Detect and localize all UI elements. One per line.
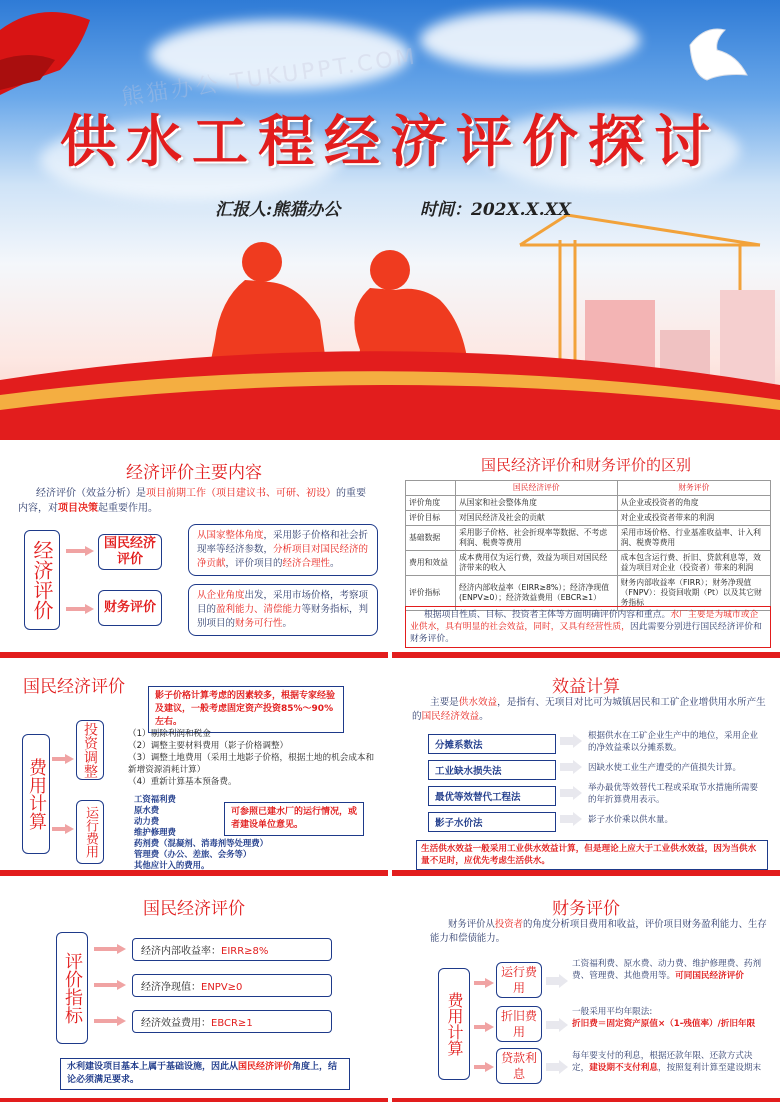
desc-c: 分析项目对国民经济的净贡献 bbox=[197, 544, 369, 569]
arrow-icon bbox=[66, 604, 94, 614]
indicator-value: ENPV≥0 bbox=[201, 982, 243, 993]
table-cell: 对企业或投资者带来的利润 bbox=[617, 511, 770, 526]
cover-slide bbox=[0, 0, 780, 440]
intro-b: 项目前期工作（项目建议书、可研、初设） bbox=[146, 488, 336, 499]
table-cell: 采用影子价格、社会折现率等数据、不考虑利润、税费等费用 bbox=[456, 526, 618, 551]
interest-desc bbox=[572, 1050, 768, 1074]
intro-b: 供水效益 bbox=[458, 697, 498, 708]
indicator-name: 经济净现值： bbox=[141, 982, 201, 993]
method-label: 分摊系数法 bbox=[428, 734, 556, 754]
box-financial: 财务评价 bbox=[98, 590, 162, 626]
desc-a: 从企业角度 bbox=[197, 590, 245, 601]
slide-benefit-calculation bbox=[392, 664, 780, 876]
list-item: （2）调整主要材料费用（影子价格调整） bbox=[128, 741, 289, 751]
list-item: （3）调整土地费用（采用土地影子价格，根据土地的机会成本和新增资源消耗计算） bbox=[128, 753, 375, 775]
dove-icon bbox=[690, 29, 747, 80]
table-cell: 对国民经济及社会的贡献 bbox=[456, 511, 618, 526]
method-label: 最优等效替代工程法 bbox=[428, 786, 556, 806]
desc-b: 折旧费＝固定资产原值×（1-残值率）/折旧年限 bbox=[572, 1019, 756, 1029]
arrow-icon bbox=[560, 760, 582, 774]
page-title: 供水工程经济评价探讨 bbox=[60, 109, 720, 175]
slide-title: 国民经济评价和财务评价的区别 bbox=[480, 456, 691, 474]
arrow-icon bbox=[546, 974, 568, 988]
note-b: 水厂主要是为城市或企业供水，具有明显的社会效益，同时，又具有经营性质， bbox=[410, 610, 759, 632]
table-cell: 评价指标 bbox=[406, 576, 456, 611]
main-box-financial-cost: 费用计算 bbox=[438, 968, 470, 1080]
list-item: 原水费 bbox=[134, 805, 160, 815]
intro-a: 主要是 bbox=[430, 697, 459, 708]
shadow-price-callout: 影子价格计算考虑的因素较多，根据专家经验及建议，一般考虑固定资产投资85%～90%左右。 bbox=[148, 686, 344, 733]
desc-c: ，按照复利计算至建设期末 bbox=[657, 1063, 762, 1073]
desc-f: 。 bbox=[330, 558, 340, 569]
method-desc: 影子水价乘以供水量。 bbox=[588, 815, 674, 825]
list-item: 其他应计入的费用。 bbox=[134, 860, 210, 870]
arrow-icon bbox=[52, 824, 74, 834]
desc-e: 经济合理性 bbox=[282, 558, 331, 569]
slide-title: 效益计算 bbox=[552, 677, 620, 697]
method-desc: 举办最优等效替代工程或采取节水措施所需要的年折算费用表示。 bbox=[588, 783, 759, 805]
method-desc: 根据供水在工矿企业生产中的地位，采用企业的净效益乘以分摊系数。 bbox=[588, 731, 759, 753]
table-cell: 成本包含运行费、折旧、贷款利息等，效益为项目对企业（投资者）带来的利润 bbox=[617, 551, 770, 576]
intro-text bbox=[430, 918, 770, 946]
table-cell: 评价角度 bbox=[406, 496, 456, 511]
arrow-icon bbox=[560, 786, 582, 800]
arrow-icon bbox=[94, 944, 126, 954]
box2-description bbox=[188, 584, 378, 636]
arrow-icon bbox=[94, 980, 126, 990]
note-a: 根据项目性质、目标、投资者主体等方面明确评价内容和重点。 bbox=[424, 610, 671, 620]
bottom-bar bbox=[392, 1098, 780, 1102]
intro-c: 的重要内容，对 bbox=[18, 488, 366, 514]
indicator-enpv bbox=[132, 974, 332, 997]
list-item: 工资福利费 bbox=[134, 794, 176, 804]
table-cell: 采用市场价格、行业基准收益率、计入利润、税费等费用 bbox=[617, 526, 770, 551]
note-b: 国民经济评价 bbox=[238, 1062, 293, 1072]
table-cell: 从国家和社会整体角度 bbox=[456, 496, 618, 511]
list-item: 管理费（办公、差旅、会务等） bbox=[134, 849, 252, 859]
intro-d: 项目决策 bbox=[58, 503, 98, 514]
slide-economic-evaluation-content bbox=[0, 446, 388, 658]
note-a: 水利建设项目基本上属于基础设施，因此从 bbox=[67, 1062, 239, 1072]
arrow-icon bbox=[52, 754, 74, 764]
indicator-name: 经济内部收益率： bbox=[141, 946, 221, 957]
benefit-note: 生活供水效益一般采用工业供水效益计算，但是理论上应大于工业供水效益，因为当供水量不足时，应优先考虑生活供水。 bbox=[416, 840, 768, 870]
desc-b: 建设期不支付利息 bbox=[589, 1063, 658, 1073]
arrow-icon bbox=[94, 1016, 126, 1026]
table-row bbox=[406, 526, 771, 551]
box-operating-cost: 运行费用 bbox=[76, 800, 104, 864]
intro-c: 的角度分析项目费用和收益，评价项目财务盈利能力、生存能力和偿债能力。 bbox=[430, 919, 767, 944]
investment-items bbox=[128, 728, 378, 788]
table-cell: 成本费用仅为运行费，效益为项目对国民经济带来的收入 bbox=[456, 551, 618, 576]
intro-a: 财务评价从 bbox=[448, 919, 495, 930]
desc-a: 一般采用平均年限法: bbox=[572, 1007, 653, 1017]
desc-b: ，采用影子价格和社会折现率等经济参数， bbox=[197, 530, 369, 555]
desc-b: 可同国民经济评价 bbox=[675, 971, 744, 981]
depreciation-desc bbox=[572, 1006, 768, 1030]
desc-f: 。 bbox=[282, 618, 293, 629]
desc-a: 每年要支付的利息，根据还款年限、还款方式决定， bbox=[572, 1051, 753, 1073]
indicator-value: EBCR≥1 bbox=[211, 1018, 253, 1029]
arrow-icon bbox=[474, 1062, 494, 1072]
list-item: 药剂费（混凝剂、消毒剂等处理费） bbox=[134, 838, 268, 848]
intro-a: 经济评价（效益分析）是 bbox=[36, 488, 146, 499]
header-cell: 财务评价 bbox=[617, 481, 770, 496]
arrow-icon bbox=[474, 978, 494, 988]
table-cell: 财务内部收益率（FIRR）；财务净现值（FNPV）：投资回收期（Pt）以及其它财务指标 bbox=[617, 576, 770, 611]
arrow-icon bbox=[474, 1022, 494, 1032]
desc-e: 财务可行性 bbox=[235, 618, 283, 629]
arrow-icon bbox=[546, 1018, 568, 1032]
watermark: 熊猫办公 TUKUPPT.COM bbox=[119, 44, 420, 111]
header-cell bbox=[406, 481, 456, 496]
intro-c: ，是指有、无项目对比可为城镇居民和工矿企业增供用水所产生的 bbox=[412, 697, 766, 722]
note-c: 角度上，结论必须满足要求。 bbox=[67, 1062, 338, 1085]
arrow-icon bbox=[546, 1060, 568, 1074]
header-cell: 国民经济评价 bbox=[456, 481, 618, 496]
box-depreciation: 折旧费用 bbox=[496, 1006, 542, 1042]
bottom-bar bbox=[0, 1098, 388, 1102]
table-cell: 基础数据 bbox=[406, 526, 456, 551]
box-operating-cost: 运行费用 bbox=[496, 962, 542, 998]
slide-cost-calculation bbox=[0, 664, 388, 876]
intro-text bbox=[18, 486, 368, 516]
table-cell: 从企业或投资者的角度 bbox=[617, 496, 770, 511]
intro-e: 起重要作用。 bbox=[98, 503, 158, 514]
slide-title: 国民经济评价 bbox=[23, 677, 125, 697]
operating-callout: 可参照已建水厂的运行情况，或者建设单位意见。 bbox=[224, 802, 364, 836]
list-item: （4）重新计算基本预备费。 bbox=[128, 777, 237, 787]
time-label: 时间：202X.X.XX bbox=[420, 200, 572, 220]
intro-b: 投资者 bbox=[494, 919, 524, 930]
main-box-cost-calculation: 费用计算 bbox=[22, 734, 50, 854]
method-desc: 因缺水使工业生产遭受的产值损失计算。 bbox=[588, 763, 742, 773]
table-cell: 经济内部收益率（EIRR≥8%）；经济净现值(ENPV≥0）；经济效益费用（EBCR≥1） bbox=[456, 576, 618, 611]
indicator-ebcr bbox=[132, 1010, 332, 1033]
list-item: （1）剔除利润和税金 bbox=[128, 729, 211, 739]
box-investment-adjust: 投资调整 bbox=[76, 720, 104, 780]
bottom-bar bbox=[0, 870, 388, 876]
desc-a: 从国家整体角度 bbox=[197, 530, 264, 541]
arrow-icon bbox=[560, 734, 582, 748]
method-label: 影子水价法 bbox=[428, 812, 556, 832]
intro-e: 。 bbox=[479, 711, 489, 722]
box-loan-interest: 贷款利息 bbox=[496, 1048, 542, 1084]
table-cell: 评价目标 bbox=[406, 511, 456, 526]
note-c: 因此需要分别进行国民经济评价和财务评价。 bbox=[410, 622, 762, 644]
intro-d: 国民经济效益 bbox=[421, 711, 480, 722]
table-row bbox=[406, 496, 771, 511]
table-header-row bbox=[406, 481, 771, 496]
box-national-economic: 国民经济评价 bbox=[98, 534, 162, 570]
list-item: 维护修理费 bbox=[134, 827, 176, 837]
bottom-bar bbox=[392, 652, 780, 658]
intro-text bbox=[412, 696, 768, 724]
indicator-value: EIRR≥8% bbox=[221, 946, 269, 957]
reporter-label: 汇报人:熊猫办公 bbox=[215, 200, 341, 220]
indicator-note bbox=[60, 1058, 350, 1090]
main-box-indicators: 评价指标 bbox=[56, 932, 88, 1044]
main-box-economic-evaluation: 经济评价 bbox=[24, 530, 60, 630]
box1-description bbox=[188, 524, 378, 576]
bottom-bar bbox=[392, 870, 780, 876]
table-row bbox=[406, 511, 771, 526]
slide-evaluation-indicators bbox=[0, 882, 388, 1102]
list-item: 动力费 bbox=[134, 816, 160, 826]
slide-financial-evaluation bbox=[392, 882, 780, 1102]
comparison-table bbox=[405, 480, 771, 611]
bottom-bar bbox=[0, 652, 388, 658]
desc-c: 盈利能力、清偿能力 bbox=[216, 604, 302, 615]
arrow-icon bbox=[560, 812, 582, 826]
slide-title: 经济评价主要内容 bbox=[126, 463, 262, 483]
arrow-icon bbox=[66, 546, 94, 556]
table-row bbox=[406, 551, 771, 576]
operating-desc bbox=[572, 958, 768, 982]
method-label: 工业缺水损失法 bbox=[428, 760, 556, 780]
desc-b: 出发，采用市场价格，考察项目的 bbox=[197, 590, 369, 615]
desc-d: 等财务指标，判别项目的 bbox=[197, 604, 369, 629]
slide-title: 国民经济评价 bbox=[143, 899, 245, 919]
slide-title: 财务评价 bbox=[552, 899, 620, 919]
table-cell: 费用和效益 bbox=[406, 551, 456, 576]
indicator-eirr bbox=[132, 938, 332, 961]
desc-a: 工资福利费、原水费、动力费、维护修理费、药剂费、管理费、其他费用等。 bbox=[572, 959, 762, 981]
indicator-name: 经济效益费用： bbox=[141, 1018, 211, 1029]
s2-note bbox=[405, 606, 771, 648]
desc-d: ，评价项目的 bbox=[225, 558, 283, 569]
